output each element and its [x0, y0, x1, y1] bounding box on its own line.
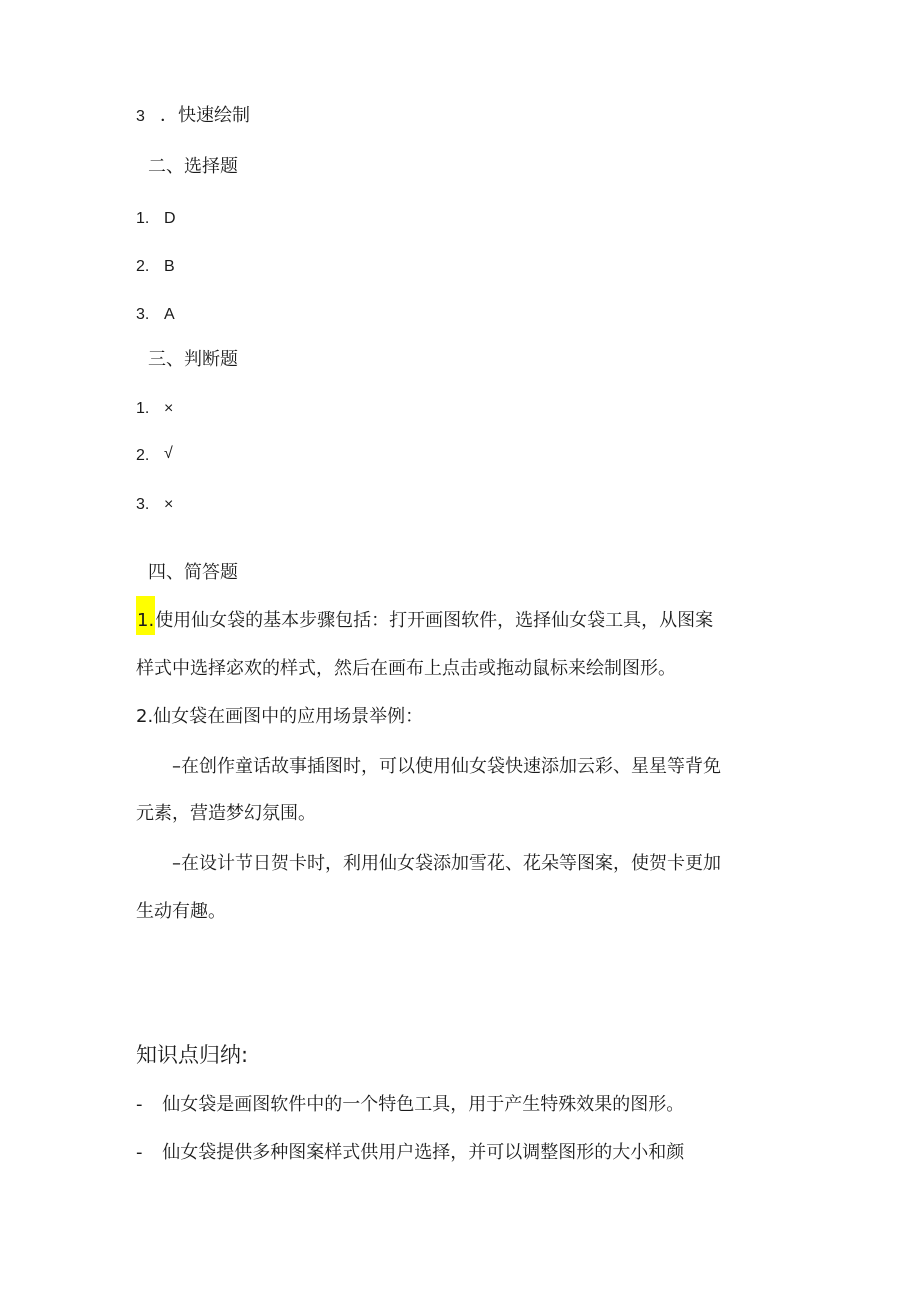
short-answer-q2-a-line2: 元素，营造梦幻氛围。 [136, 803, 316, 824]
fill-item-3-answer: ．快速绘制 [160, 105, 250, 126]
short-answer-heading: 四、简答题 [148, 562, 238, 583]
judge-item-number: 2. [136, 447, 150, 464]
choice-item-number: 1. [136, 210, 150, 227]
knowledge-item [136, 1144, 684, 1162]
choice-item-answer: A [164, 306, 175, 323]
choice-item-number: 3. [136, 306, 150, 323]
knowledge-heading: 知识点归纳: [136, 1043, 249, 1067]
highlighted-number: 1. [136, 596, 155, 635]
knowledge-item-text: 仙女袋提供多种图案样式供用户选择，并可以调整图形的大小和颜 [162, 1142, 685, 1163]
fill-item-3-number: 3 [136, 108, 145, 125]
knowledge-item [136, 1096, 684, 1114]
knowledge-item-text: 仙女袋是画图软件中的一个特色工具，用于产生特殊效果的图形。 [162, 1094, 685, 1115]
short-answer-q1-line2: 样式中选择宓欢的样式，然后在画布上点击或拖动鼠标来绘制图形。 [136, 658, 676, 679]
judge-item-number: 3. [136, 496, 150, 513]
judge-heading: 三、判断题 [148, 349, 238, 370]
short-answer-q2-b-line2: 生动有趣。 [136, 901, 226, 922]
short-answer-q2-title: 2.仙女袋在画图中的应用场景举例： [136, 706, 424, 727]
judge-item-answer: √ [164, 445, 173, 462]
choice-heading: 二、选择题 [148, 156, 238, 177]
choice-item-answer: D [164, 210, 176, 227]
bullet-dash: - [136, 1142, 143, 1163]
fill-item-3 [136, 107, 250, 125]
short-answer-q2-b-line1: –在设计节日贺卡时，利用仙女袋添加雪花、花朵等图案，使贺卡更加 [172, 853, 721, 874]
choice-item-answer: B [164, 258, 175, 275]
q1-text-line1: 使用仙女袋的基本步骤包括：打开画图软件，选择仙女袋工具，从图案 [155, 610, 714, 631]
choice-item-number: 2. [136, 258, 150, 275]
short-answer-q1-line1 [136, 612, 713, 630]
judge-item-answer: × [164, 400, 174, 417]
judge-item-answer: × [164, 496, 174, 513]
short-answer-q2-a-line1: –在创作童话故事插图时，可以使用仙女袋快速添加云彩、星星等背免 [172, 756, 721, 777]
judge-item-number: 1. [136, 400, 150, 417]
bullet-dash: - [136, 1094, 143, 1115]
